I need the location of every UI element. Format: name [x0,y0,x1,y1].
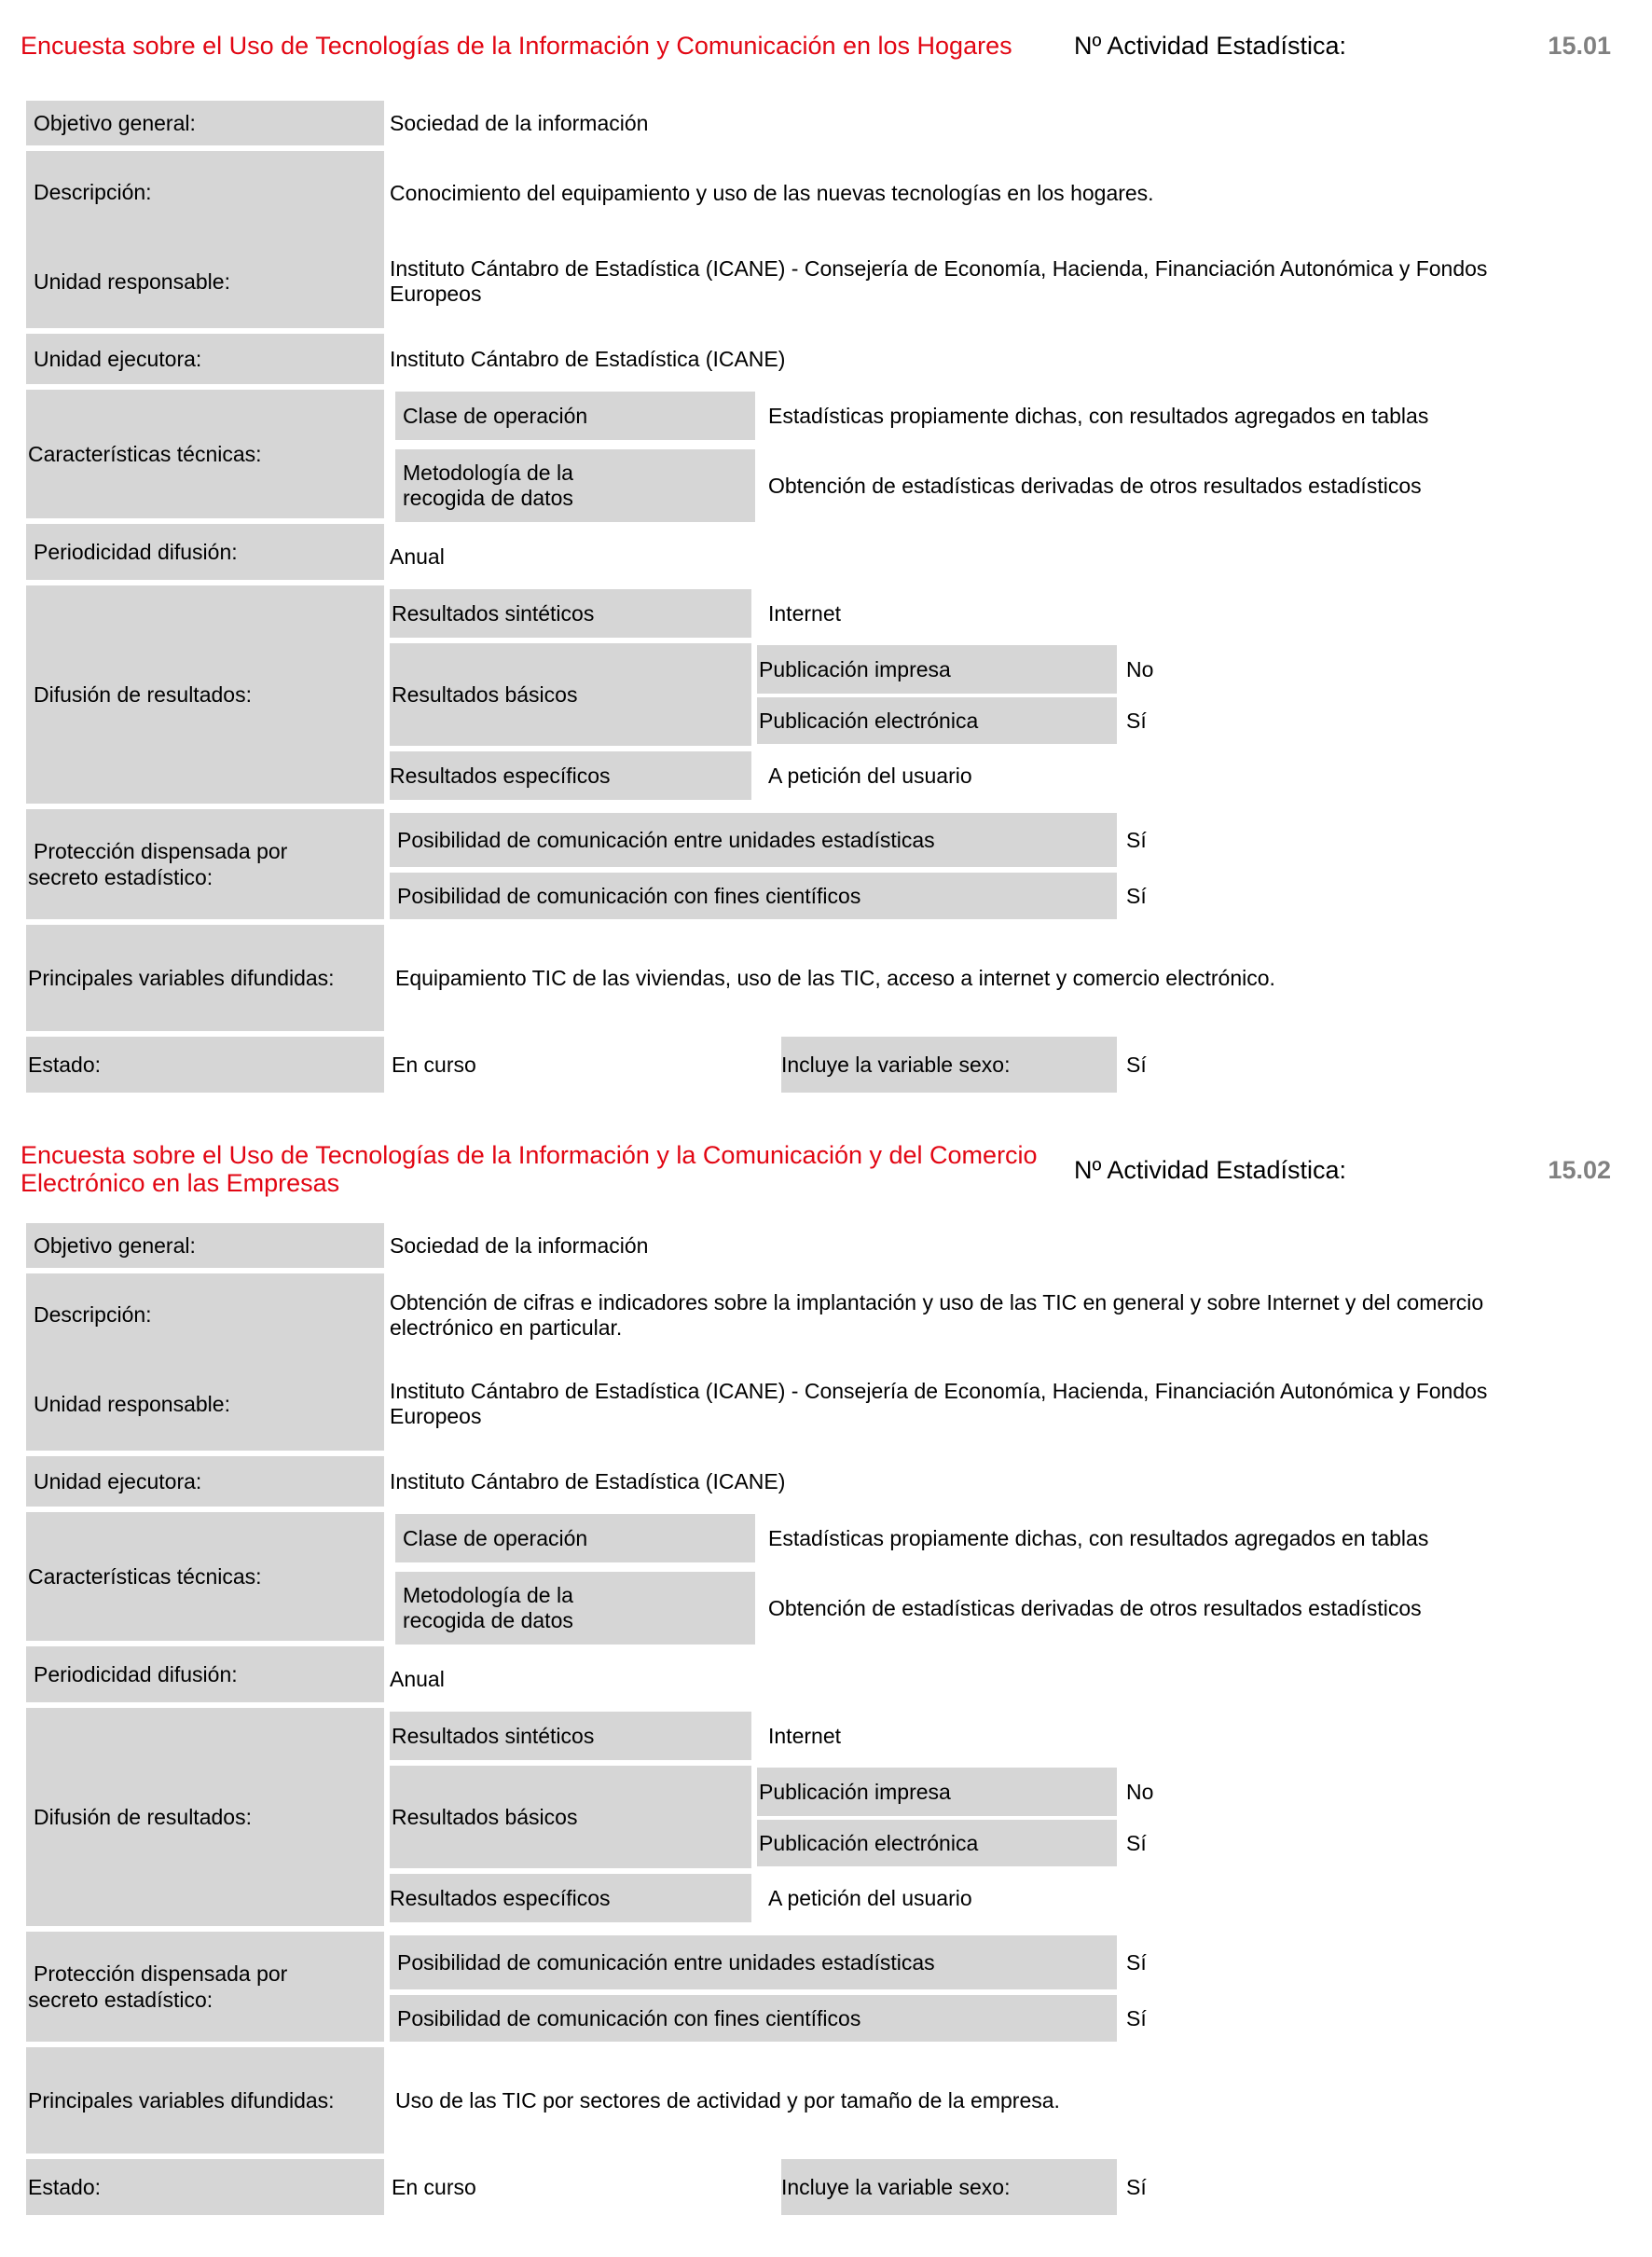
descripcion-value [390,1273,1620,1357]
basicos-label: Resultados básicos [390,643,751,746]
clase-operacion-value: Estadísticas propiamente dichas, con resultados agregados en tablas [768,403,1429,428]
activity-number-label: Nº Actividad Estadística: [1074,32,1346,60]
estado-label: Estado: [26,1037,384,1093]
variables-value: Equipamiento TIC de las viviendas, uso de las TIC, acceso a internet y comercio electrónico. [395,965,1275,990]
sexo-value: Sí [1126,1052,1147,1077]
proteccion-label-line: secreto estadístico: [28,865,213,889]
caracteristicas-label: Características técnicas: [26,1512,384,1641]
especificos-label: Resultados específicos [390,751,751,800]
descripcion-line: electrónico en particular. [390,1315,623,1340]
especificos-value: A petición del usuario [768,763,972,788]
sexo-value: Sí [1126,2174,1147,2199]
metodologia-label [395,449,755,522]
basicos-label: Resultados básicos [390,1766,751,1868]
impresa-value: No [1126,1779,1154,1804]
metodologia-label-line: Metodología de la [403,461,573,485]
responsable-line: Instituto Cántabro de Estadística (ICANE) - Consejería de Economía, Hacienda, Financiación Autonómica y Fondos [390,256,1488,281]
electronica-value: Sí [1126,708,1147,733]
com-unidades-value: Sí [1126,827,1147,852]
ejecutora-value: Instituto Cántabro de Estadística (ICANE) [390,346,786,371]
ejecutora-label: Unidad ejecutora: [26,334,384,384]
objetivo-label: Objetivo general: [26,101,384,145]
proteccion-label [26,1932,384,2042]
activity-number: 15.01 [1548,32,1611,60]
responsable-line: Europeos [390,1404,482,1428]
sinteticos-label: Resultados sintéticos [390,1712,751,1760]
clase-operacion-value: Estadísticas propiamente dichas, con resultados agregados en tablas [768,1525,1429,1550]
ejecutora-value: Instituto Cántabro de Estadística (ICANE) [390,1468,786,1493]
objetivo-label: Objetivo general: [26,1223,384,1268]
responsable-line: Europeos [390,282,482,306]
estado-value: En curso [392,1052,476,1077]
periodicidad-label: Periodicidad difusión: [26,524,384,580]
metodologia-value: Obtención de estadísticas derivadas de otros resultados estadísticos [768,1595,1422,1620]
metodologia-label-line: Metodología de la [403,1583,573,1607]
objetivo-value: Sociedad de la información [390,1232,649,1258]
descripcion-label: Descripción: [34,1301,152,1327]
sinteticos-label: Resultados sintéticos [390,589,751,638]
responsable-value [390,1374,1620,1434]
electronica-label: Publicación electrónica [757,697,1117,744]
proteccion-label-line: Protección dispensada por [34,1961,288,1986]
metodologia-value: Obtención de estadísticas derivadas de otros resultados estadísticos [768,473,1422,498]
activity-number: 15.02 [1548,1156,1611,1184]
responsable-value [390,252,1620,311]
com-cientificos-value: Sí [1126,2005,1147,2030]
caracteristicas-label: Características técnicas: [26,390,384,518]
sexo-label: Incluye la variable sexo: [781,1037,1117,1093]
variables-label: Principales variables difundidas: [26,925,384,1031]
record-title [21,32,1055,60]
record-title-line: Encuesta sobre el Uso de Tecnologías de la Información y Comunicación en los Hogares [21,32,1012,60]
ejecutora-label: Unidad ejecutora: [26,1456,384,1507]
electronica-value: Sí [1126,1830,1147,1855]
com-unidades-label: Posibilidad de comunicación entre unidades estadísticas [390,813,1117,867]
especificos-label: Resultados específicos [390,1874,751,1922]
descripcion-line: Conocimiento del equipamiento y uso de las nuevas tecnologías en los hogares. [390,180,1154,205]
record-title-line: Electrónico en las Empresas [21,1169,340,1197]
estado-label: Estado: [26,2159,384,2215]
impresa-label: Publicación impresa [757,1768,1117,1816]
metodologia-label [395,1572,755,1645]
responsable-label: Unidad responsable: [34,268,230,294]
variables-value: Uso de las TIC por sectores de actividad y por tamaño de la empresa. [395,2087,1060,2112]
variables-label: Principales variables difundidas: [26,2047,384,2154]
com-unidades-label: Posibilidad de comunicación entre unidades estadísticas [390,1935,1117,1989]
periodicidad-label: Periodicidad difusión: [26,1646,384,1702]
metodologia-label-line: recogida de datos [403,486,573,510]
record-title [21,1141,1055,1197]
impresa-label: Publicación impresa [757,645,1117,694]
estado-value: En curso [392,2174,476,2199]
especificos-value: A petición del usuario [768,1885,972,1910]
metodologia-label-line: recogida de datos [403,1608,573,1632]
electronica-label: Publicación electrónica [757,1820,1117,1866]
com-cientificos-label: Posibilidad de comunicación con fines científicos [390,873,1117,919]
clase-operacion-label: Clase de operación [395,392,755,440]
difusion-label: Difusión de resultados: [26,585,384,804]
activity-number-label: Nº Actividad Estadística: [1074,1156,1346,1184]
responsable-label: Unidad responsable: [34,1391,230,1416]
proteccion-label-line: secreto estadístico: [28,1988,213,2012]
com-cientificos-label: Posibilidad de comunicación con fines científicos [390,1995,1117,2042]
sinteticos-value: Internet [768,600,841,626]
clase-operacion-label: Clase de operación [395,1514,755,1562]
sexo-label: Incluye la variable sexo: [781,2159,1117,2215]
descripcion-label: Descripción: [34,179,152,204]
com-cientificos-value: Sí [1126,883,1147,908]
proteccion-label-line: Protección dispensada por [34,839,288,863]
proteccion-label [26,809,384,919]
objetivo-value: Sociedad de la información [390,110,649,135]
difusion-label: Difusión de resultados: [26,1708,384,1926]
com-unidades-value: Sí [1126,1949,1147,1975]
impresa-value: No [1126,656,1154,681]
record-title-line: Encuesta sobre el Uso de Tecnologías de la Información y la Comunicación y del Comercio [21,1141,1038,1169]
descripcion-value [390,151,1620,235]
descripcion-line: Obtención de cifras e indicadores sobre la implantación y uso de las TIC en general y sobre Internet y del comercio [390,1290,1484,1314]
sinteticos-value: Internet [768,1723,841,1748]
responsable-line: Instituto Cántabro de Estadística (ICANE) - Consejería de Economía, Hacienda, Financiación Autonómica y Fondos [390,1379,1488,1403]
periodicidad-value: Anual [390,544,445,569]
periodicidad-value: Anual [390,1666,445,1691]
